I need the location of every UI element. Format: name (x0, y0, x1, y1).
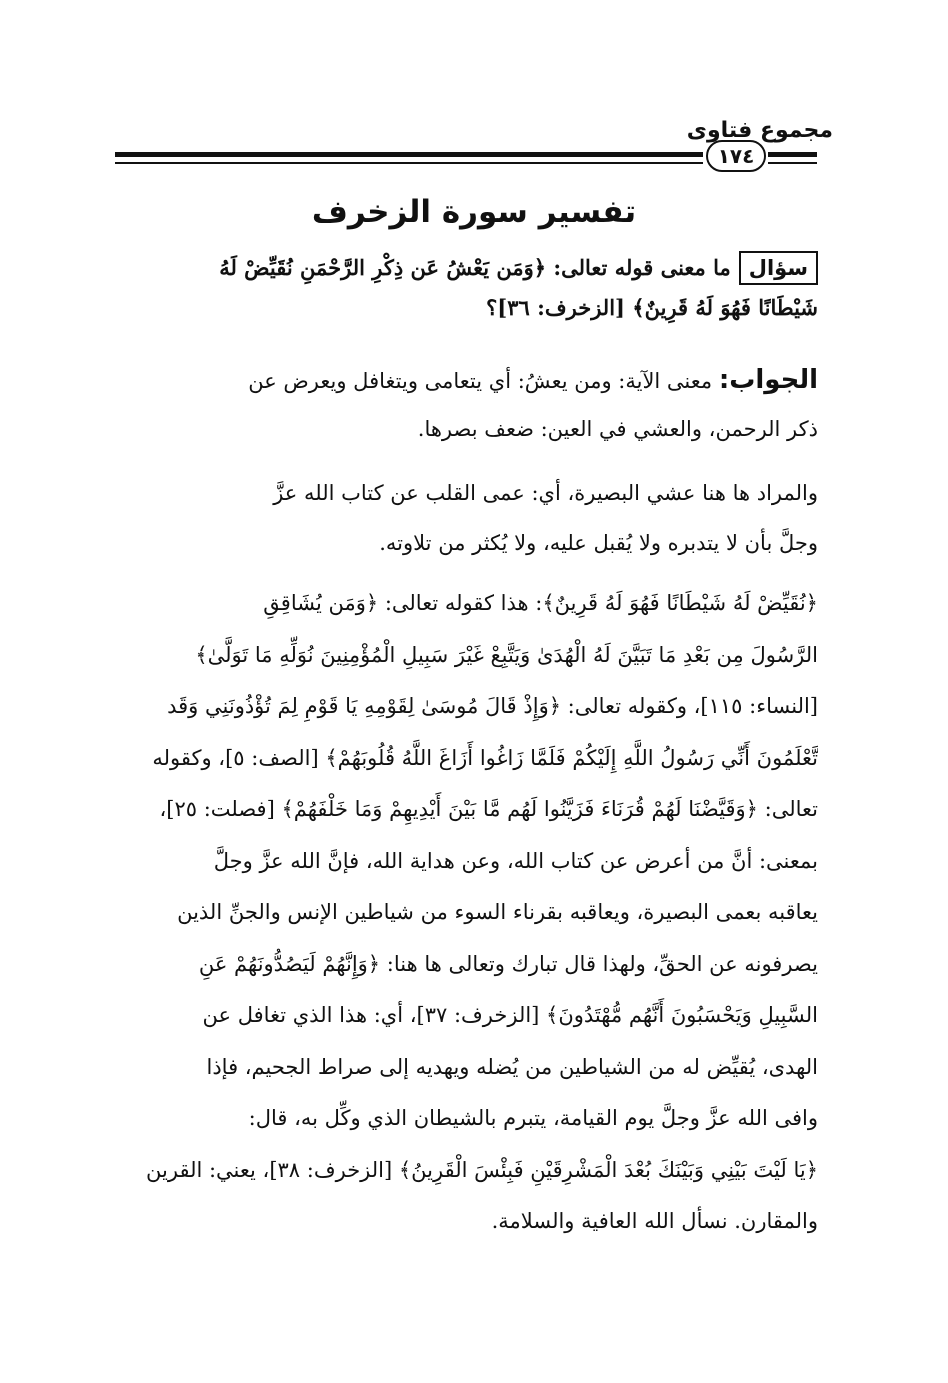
answer-paragraph (108, 356, 818, 453)
paragraph-3-line-7: يعاقبه بعمى البصيرة، ويعاقبه بقرناء السوء من شياطين الإنس والجنِّ الذين (177, 900, 818, 924)
paragraph-3-line-13: والمقارن. نسأل الله العافية والسلامة. (491, 1209, 818, 1233)
header-rule-thick (115, 152, 703, 157)
question-line-1 (108, 248, 818, 288)
paragraph-3-line-4: تَّعْلَمُونَ أَنِّي رَسُولُ اللَّهِ إِلَيْكُمْ فَلَمَّا زَاغُوا أَزَاغَ اللَّهُ قُلُوبَهُمْ﴾ [الصف: ٥]، وكقوله (152, 745, 818, 770)
running-header-title: مجموع فتاوى (686, 118, 833, 143)
question-line-2: شَيْطَانًا فَهُوَ لَهُ قَرِينٌ﴾ [الزخرف: ٣٦]؟ (486, 295, 818, 320)
header-rule-thin (115, 162, 703, 164)
header-rule-short-thin (768, 162, 817, 164)
paragraph-3-line-8: يصرفونه عن الحقِّ، ولهذا قال تبارك وتعالى ها هنا: ﴿وَإِنَّهُمْ لَيَصُدُّونَهُمْ عَنِ (198, 951, 818, 976)
paragraph-3-line-10: الهدى، يُقيِّض له من الشياطين من يُضله ويهديه إلى صراط الجحيم، فإذا (206, 1054, 818, 1079)
paragraph-2-line-1: والمراد ها هنا عشي البصيرة، أي: عمى القلب عن كتاب الله عزَّ (273, 481, 818, 505)
paragraph-3-line-12: ﴿يَا لَيْتَ بَيْنِي وَبَيْنَكَ بُعْدَ الْمَشْرِقَيْنِ فَبِئْسَ الْقَرِينُ﴾ [الزخرف: ٣٨]، يعني: القرين (146, 1157, 818, 1182)
paragraph-3-line-2: الرَّسُولَ مِن بَعْدِ مَا تَبَيَّنَ لَهُ الْهُدَىٰ وَيَتَّبِعْ غَيْرَ سَبِيلِ الْمُؤْمِنِينَ نُوَلِّهِ مَا تَوَلَّىٰ﴾ (195, 642, 818, 667)
question-block (108, 248, 818, 328)
paragraph-2-line-2: وجلَّ بأن لا يتدبره ولا يُقبل عليه، ولا يُكثر من تلاوته. (379, 531, 818, 555)
answer-line-2: ذكر الرحمن، والعشي في العين: ضعف بصرها. (417, 417, 818, 441)
question-label: سؤال (739, 251, 818, 285)
question-text-1: ما معنى قوله تعالى: ﴿وَمَن يَعْشُ عَن ذِكْرِ الرَّحْمَنِ نُقَيِّضْ لَهُ (219, 255, 731, 280)
answer-text-1: معنى الآية: ومن يعشُ: أي يتعامى ويتغافل ويعرض عن (248, 369, 713, 393)
answer-line-1 (108, 356, 818, 405)
paragraph-3-line-1: ﴿نُقَيِّضْ لَهُ شَيْطَانًا فَهُوَ لَهُ قَرِينٌ﴾: هذا كقوله تعالى: ﴿وَمَن يُشَاقِقِ (263, 591, 818, 615)
paragraph-2 (108, 468, 818, 568)
paragraph-3-line-9: السَّبِيلِ وَيَحْسَبُونَ أَنَّهُم مُّهْتَدُونَ﴾ [الزخرف: ٣٧]، أي: هذا الذي تغافل عن (202, 1003, 818, 1027)
chapter-title: تفسير سورة الزخرف (311, 194, 637, 230)
header-rule-short-thick (768, 152, 817, 157)
page-number: ١٧٤ (706, 140, 766, 172)
answer-label: الجواب: (718, 365, 818, 395)
paragraph-3-line-3: [النساء: ١١٥]، وكقوله تعالى: ﴿وَإِذْ قَالَ مُوسَىٰ لِقَوْمِهِ يَا قَوْمِ لِمَ تُؤْذُونَنِي وَقَد (167, 694, 818, 718)
paragraph-3-line-6: بمعنى: أنَّ من أعرض عن كتاب الله، وعن هداية الله، فإنَّ الله عزَّ وجلَّ (213, 848, 818, 873)
paragraph-3 (108, 578, 818, 1248)
paragraph-3-line-11: وافى الله عزَّ وجلَّ يوم القيامة، يتبرم بالشيطان الذي وكِّل به، قال: (248, 1106, 818, 1130)
paragraph-3-line-5: تعالى: ﴿وَقَيَّضْنَا لَهُمْ قُرَنَاءَ فَزَيَّنُوا لَهُم مَّا بَيْنَ أَيْدِيهِمْ وَمَا خَلْفَهُمْ﴾ [فصلت: ٢٥]، (159, 797, 818, 821)
